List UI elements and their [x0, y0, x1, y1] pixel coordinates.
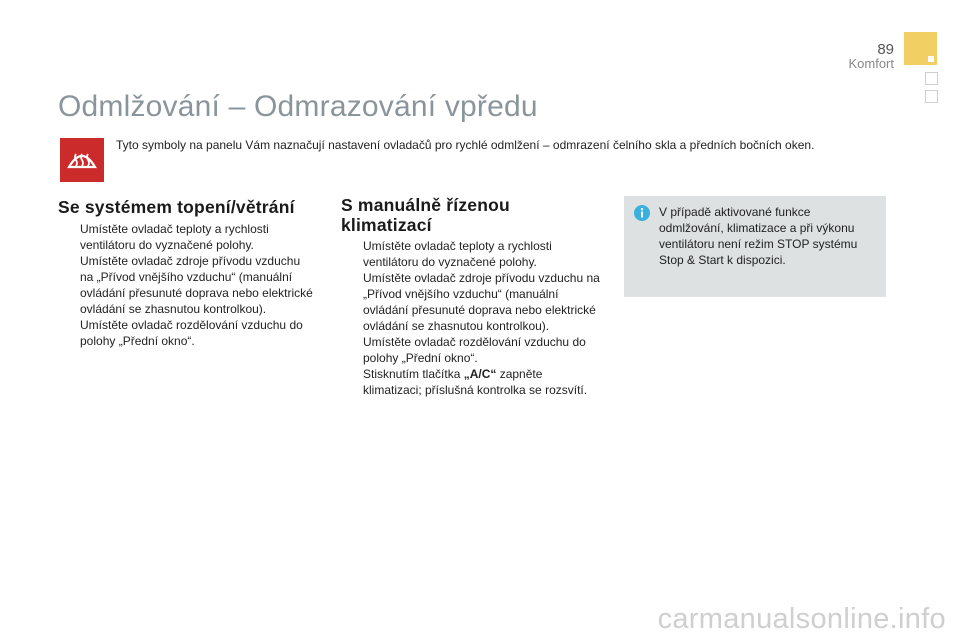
intro-text: Tyto symboly na panelu Vám naznačují nastavení ovladačů pro rychlé odmlžení – odmrazení čelního skla a předních bočních oken. [116, 138, 815, 152]
heading-line: klimatizací [341, 215, 432, 235]
list-item-text: Umístěte ovladač teploty a rychlosti ventilátoru do vyznačené polohy. [80, 222, 269, 252]
middle-steps-list [341, 238, 603, 398]
ac-button-label: „A/C“ [463, 367, 497, 381]
list-item [58, 317, 316, 349]
section-label: Komfort [848, 56, 894, 71]
info-text: V případě aktivované funkce odmlžování, klimatizace a při výkonu ventilátoru není režim STOP systému Stop & Start k dispozici. [659, 205, 858, 267]
list-item-text: Umístěte ovladač zdroje přívodu vzduchu na „Přívod vnějšího vzduchu“ (manuální ovládání přesunuté doprava nebo elektrické ovládání se zhasnutou kontrolkou). [363, 271, 600, 333]
heading-line: S manuálně řízenou [341, 195, 510, 215]
list-item-text: Stisknutím tlačítka [363, 367, 464, 381]
front-defrost-icon [60, 138, 104, 182]
list-item [341, 366, 603, 398]
section-tab-active[interactable] [904, 32, 937, 65]
list-item [341, 334, 603, 366]
watermark: carmanualsonline.info [657, 603, 946, 635]
section-tab-3[interactable] [925, 90, 938, 103]
section-tab-2[interactable] [925, 72, 938, 85]
info-icon [634, 205, 650, 221]
list-item [58, 253, 316, 317]
page-title: Odmlžování – Odmrazování vpředu [58, 90, 538, 123]
list-item-text: zapněte klimatizaci; příslušná kontrolka se rozsvítí. [363, 367, 588, 397]
list-item-text: Umístěte ovladač teploty a rychlosti ventilátoru do vyznačené polohy. [363, 239, 552, 269]
left-steps-list [58, 221, 316, 349]
page-number: 89 [877, 41, 894, 58]
heading-manual-ac [341, 195, 591, 235]
list-item [58, 221, 316, 253]
info-box [624, 196, 886, 297]
list-item-text: Umístěte ovladač rozdělování vzduchu do polohy „Přední okno“. [363, 335, 586, 365]
heading-heating-ventilation: Se systémem topení/větrání [58, 197, 295, 217]
list-item [341, 238, 603, 270]
list-item [341, 270, 603, 334]
list-item-text: Umístěte ovladač rozdělování vzduchu do polohy „Přední okno“. [80, 318, 303, 348]
list-item-text: Umístěte ovladač zdroje přívodu vzduchu na „Přívod vnějšího vzduchu“ (manuální ovládání přesunuté doprava nebo elektrické ovládání se zhasnutou kontrolkou). [80, 254, 313, 316]
